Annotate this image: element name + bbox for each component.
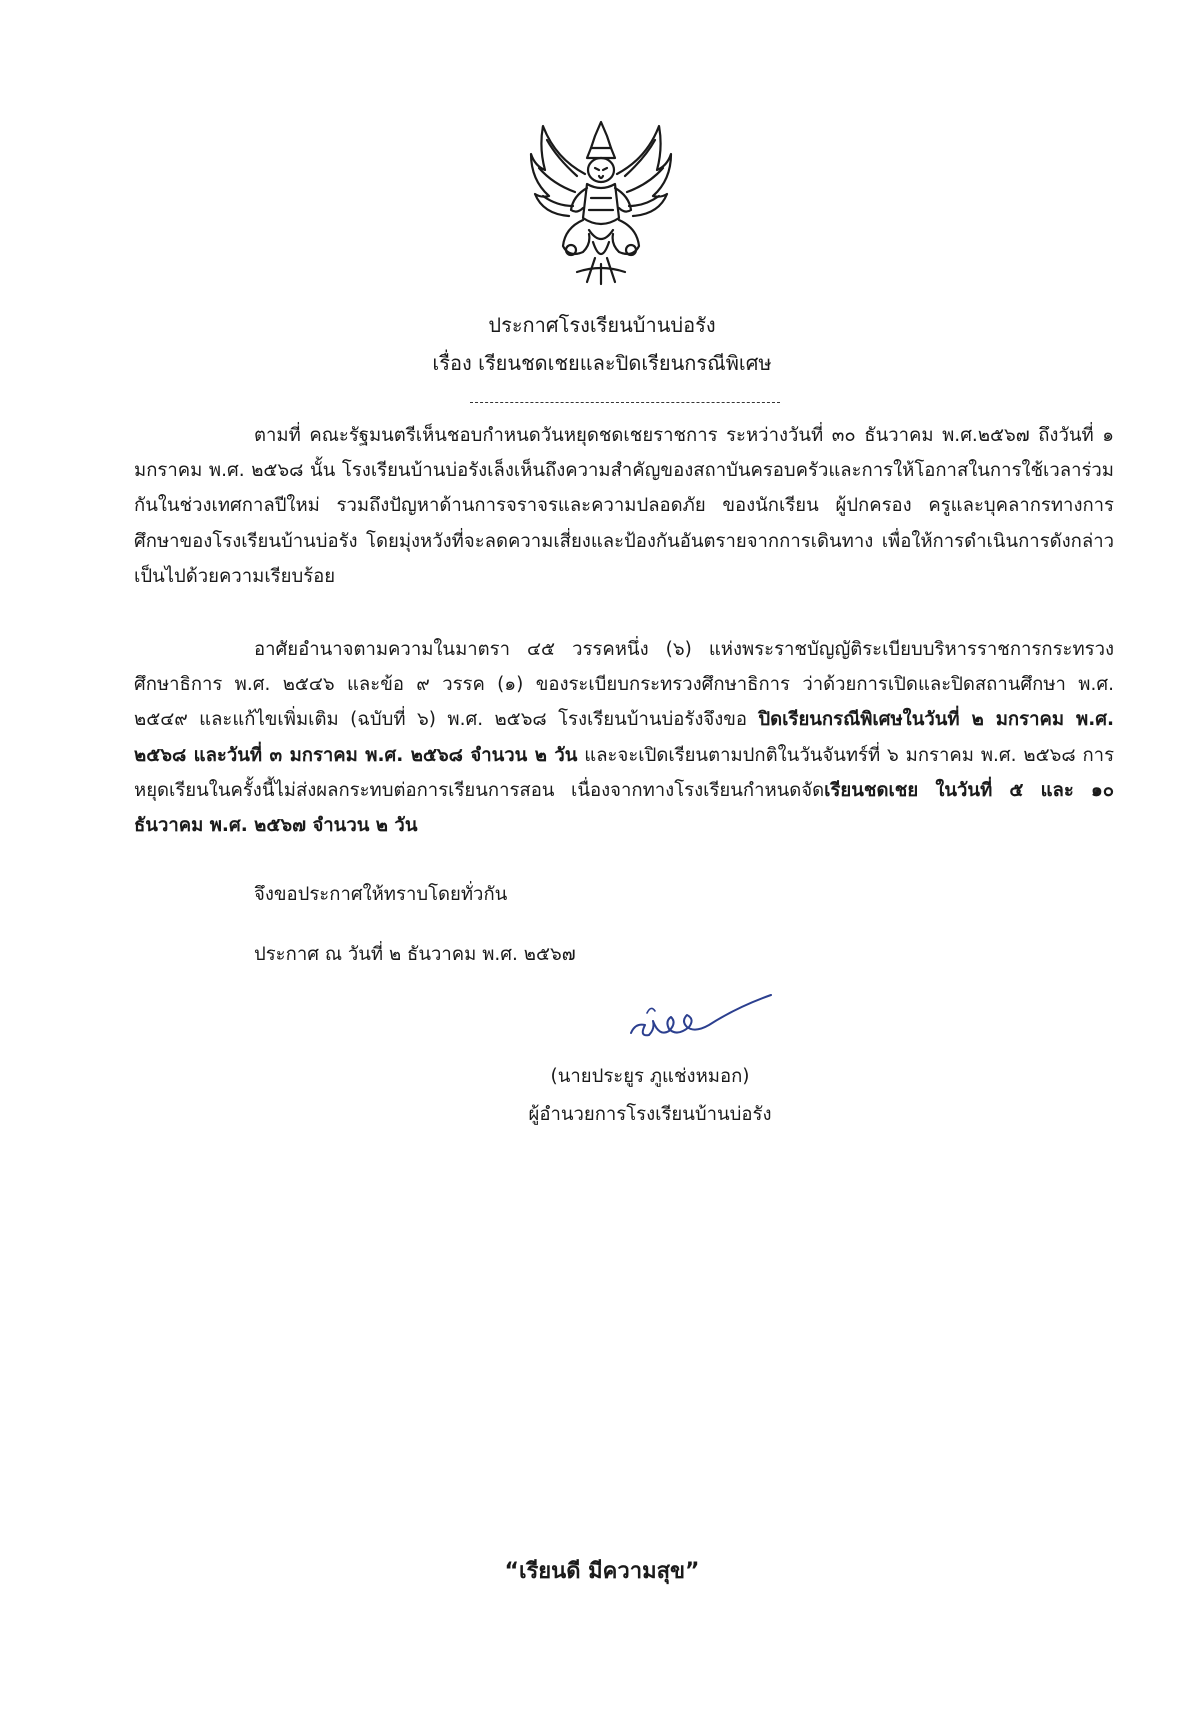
authority-text: อาศัยอำนาจตามความในมาตรา ๔๕ วรรคหนึ่ง (๖) แห่งพระราชบัญญัติระเบียบบริหารราชการกระทรวงศึกษาธิการ พ.ศ. ๒๕๔๖ และข้อ ๙ วรรค (๑) ของระเบียบกระทรวงศึกษาธิการ ว่าด้วยการเปิดและปิดสถานศึกษา พ.ศ. ๒๕๔๙ และแก้ไขเพิ่มเติม (ฉบับที่ ๖) พ.ศ. ๒๕๖๘ โรงเรียนบ้านบ่อรังจึงขอ (134, 639, 1114, 731)
school-motto: “เรียนดี มีความสุข” (504, 1559, 700, 1584)
announcement-title: ประกาศโรงเรียนบ้านบ่อรัง (488, 313, 716, 337)
makeup-dates-bold: เรียนชดเชย ในวันที่ ๕ และ ๑๐ ธันวาคม พ.ศ. ๒๕๖๗ จำนวน ๒ วัน (134, 779, 1114, 837)
reopen-text: และจะเปิดเรียนตามปกติในวันจันทร์ที่ ๖ มกราคม พ.ศ. ๒๕๖๘ การหยุดเรียนในครั้งนี้ไม่ส่งผลกระทบต่อการเรียนการสอน เนื่องจากทางโรงเรียนกำหนดจัด (134, 744, 1115, 801)
paragraph-background-text: ตามที่ คณะรัฐมนตรีเห็นชอบกำหนดวันหยุดชดเชยราชการ ระหว่างวันที่ ๓๐ ธันวาคม พ.ศ.๒๕๖๗ ถึงวันที่ ๑ มกราคม พ.ศ. ๒๕๖๘ นั้น โรงเรียนบ้านบ่อรังเล็งเห็นถึงความสำคัญของสถาบันครอบครัวและการให้โอกาสในการใช้เวลาร่วมกันในช่วงเทศกาลปีใหม่ รวมถึงปัญหาด้านการจราจรและความปลอดภัย ของนักเรียน ผู้ปกครอง ครูและบุคลากรทางการศึกษาของโรงเรียนบ้านบ่อรัง โดยมุ่งหวังที่จะลดความเสี่ยงและป้องกันอันตรายจากการเดินทาง เพื่อให้การดำเนินการดังกล่าวเป็นไปด้วยความเรียบร้อย (134, 425, 1114, 587)
garuda-emblem-icon (525, 118, 677, 286)
signer-position: ผู้อำนวยการโรงเรียนบ้านบ่อรัง (528, 1104, 772, 1125)
signer-name: (นายประยูร ภูแช่งหมอก) (550, 1066, 750, 1087)
paragraph-authority-text (134, 632, 1114, 843)
handwritten-signature (625, 985, 775, 1045)
closing-statement: จึงขอประกาศให้ทราบโดยทั่วกัน (254, 884, 508, 905)
announcement-subject: เรื่อง เรียนชดเชยและปิดเรียนกรณีพิเศษ (432, 351, 772, 375)
paragraph-background (134, 418, 1114, 594)
title-divider (470, 402, 780, 403)
closure-dates-bold: ปิดเรียนกรณีพิเศษในวันที่ ๒ มกราคม พ.ศ. ๒๕๖๘ และวันที่ ๓ มกราคม พ.ศ. ๒๕๖๘ จำนวน ๒ วัน (134, 709, 1114, 766)
announcement-date: ประกาศ ณ วันที่ ๒ ธันวาคม พ.ศ. ๒๕๖๗ (254, 944, 576, 965)
paragraph-authority (134, 632, 1114, 843)
